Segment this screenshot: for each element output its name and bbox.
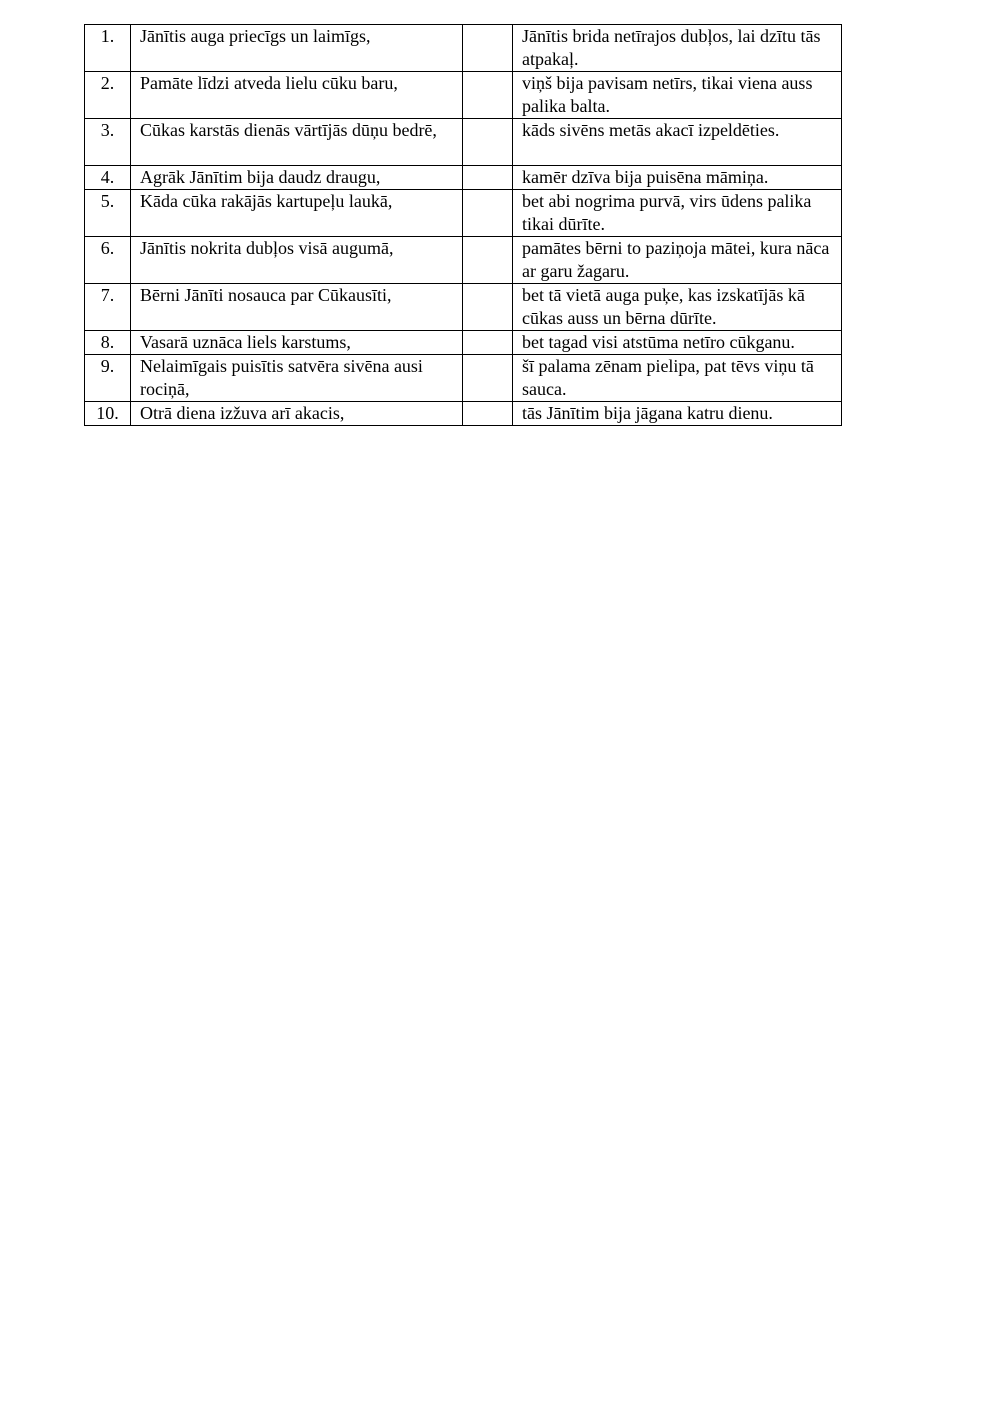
sentence-ending: bet tagad visi atstūma netīro cūkganu. [513,331,842,355]
table-row [85,237,842,284]
sentence-beginning: Agrāk Jānītim bija daudz draugu, [131,166,463,190]
row-number: 6. [85,237,131,284]
sentence-ending: šī palama zēnam pielipa, pat tēvs viņu tā sauca. [513,355,842,402]
answer-cell[interactable] [463,402,513,426]
matching-table [84,24,842,426]
answer-cell[interactable] [463,237,513,284]
sentence-beginning: Jānītis nokrita dubļos visā augumā, [131,237,463,284]
table-row [85,190,842,237]
answer-cell[interactable] [463,331,513,355]
sentence-ending: pamātes bērni to paziņoja mātei, kura nāca ar garu žagaru. [513,237,842,284]
sentence-ending: Jānītis brida netīrajos dubļos, lai dzītu tās atpakaļ. [513,25,842,72]
answer-cell[interactable] [463,72,513,119]
row-number: 2. [85,72,131,119]
row-number: 4. [85,166,131,190]
sentence-ending: viņš bija pavisam netīrs, tikai viena auss palika balta. [513,72,842,119]
row-number: 3. [85,119,131,166]
table-row [85,72,842,119]
answer-cell[interactable] [463,119,513,166]
sentence-ending: kamēr dzīva bija puisēna māmiņa. [513,166,842,190]
sentence-ending: bet abi nogrima purvā, virs ūdens palika tikai dūrīte. [513,190,842,237]
table-row [85,355,842,402]
row-number: 5. [85,190,131,237]
table-row [85,25,842,72]
row-number: 8. [85,331,131,355]
table-row [85,284,842,331]
table-row [85,119,842,166]
sentence-ending: tās Jānītim bija jāgana katru dienu. [513,402,842,426]
sentence-beginning: Cūkas karstās dienās vārtījās dūņu bedrē, [131,119,463,166]
sentence-ending: kāds sivēns metās akacī izpeldēties. [513,119,842,166]
sentence-beginning: Pamāte līdzi atveda lielu cūku baru, [131,72,463,119]
sentence-beginning: Bērni Jānīti nosauca par Cūkausīti, [131,284,463,331]
sentence-beginning: Nelaimīgais puisītis satvēra sivēna ausi rociņā, [131,355,463,402]
sentence-beginning: Vasarā uznāca liels karstums, [131,331,463,355]
matching-table-body [85,25,842,426]
sentence-ending: bet tā vietā auga puķe, kas izskatījās kā cūkas auss un bērna dūrīte. [513,284,842,331]
sentence-beginning: Jānītis auga priecīgs un laimīgs, [131,25,463,72]
sentence-beginning: Otrā diena izžuva arī akacis, [131,402,463,426]
row-number: 1. [85,25,131,72]
answer-cell[interactable] [463,284,513,331]
row-number: 7. [85,284,131,331]
row-number: 9. [85,355,131,402]
sentence-beginning: Kāda cūka rakājās kartupeļu laukā, [131,190,463,237]
table-row [85,331,842,355]
table-row [85,166,842,190]
table-row [85,402,842,426]
answer-cell[interactable] [463,355,513,402]
answer-cell[interactable] [463,190,513,237]
answer-cell[interactable] [463,25,513,72]
row-number: 10. [85,402,131,426]
answer-cell[interactable] [463,166,513,190]
